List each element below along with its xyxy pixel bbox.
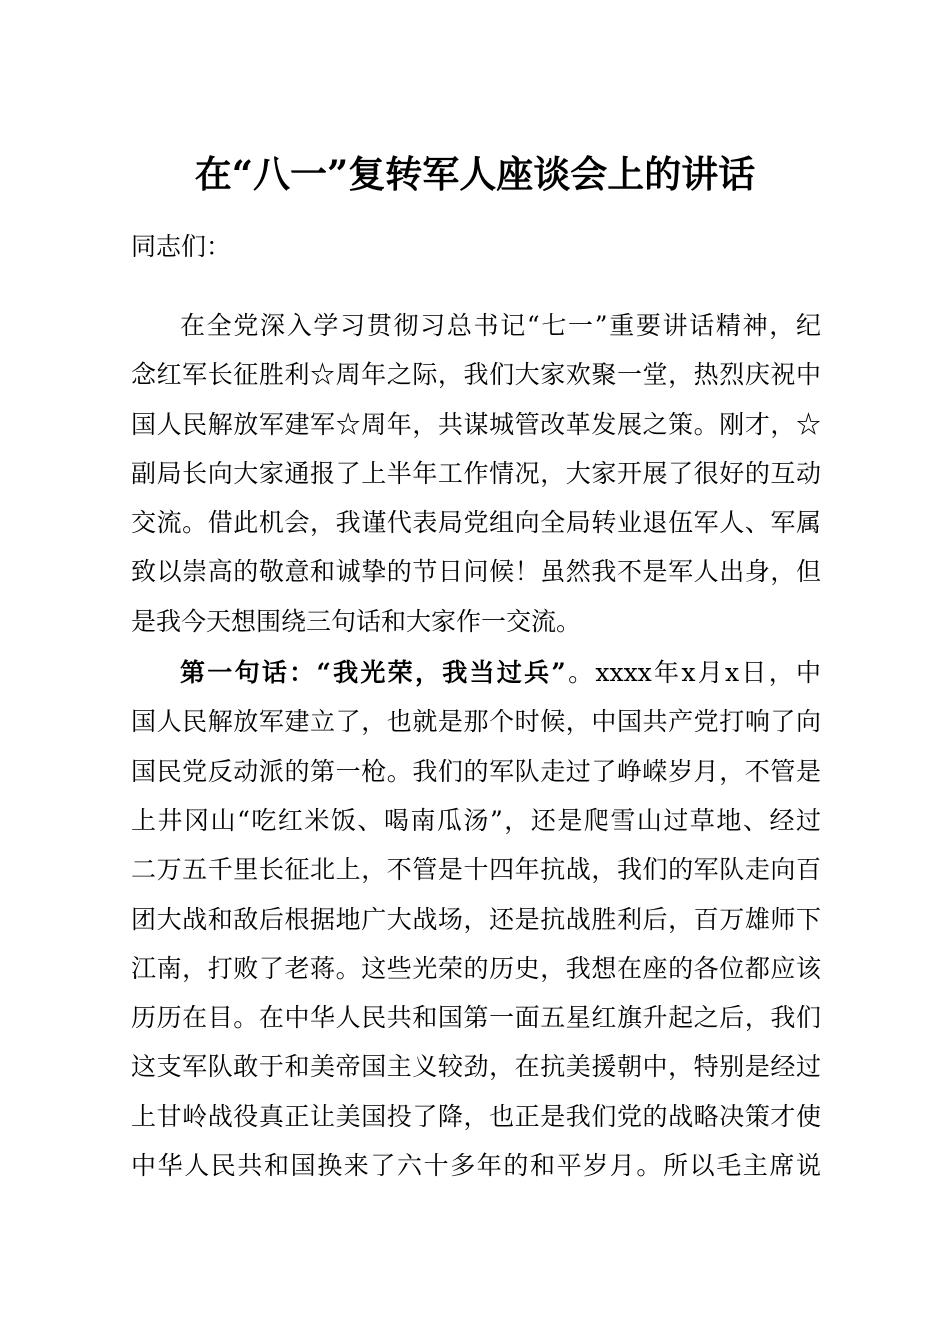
paragraph-line: 国民党反动派的第一枪。我们的军队走过了峥嵘岁月，不管是: [131, 757, 821, 786]
document-title: 在“八一”复转军人座谈会上的讲话: [194, 152, 756, 196]
paragraph-line: 上甘岭战役真正让美国投了降，也正是我们党的战略决策才使: [131, 1102, 821, 1131]
paragraph-line: 致以崇高的敬意和诚挚的节日问候！虽然我不是军人出身，但: [131, 557, 821, 586]
paragraph-line: 二万五千里长征北上，不管是十四年抗战，我们的军队走向百: [131, 855, 821, 884]
paragraph-line: 历历在目。在中华人民共和国第一面五星红旗升起之后，我们: [131, 1003, 821, 1032]
paragraph-line: 在全党深入学习贯彻习总书记“七一”重要讲话精神，纪: [180, 311, 821, 340]
paragraph-line: 国人民解放军建立了，也就是那个时候，中国共产党打响了向: [131, 707, 821, 736]
paragraph-line-rest: 。xxxx年x月x日，中: [565, 658, 821, 687]
paragraph-line: 中华人民共和国换来了六十多年的和平岁月。所以毛主席说: [131, 1151, 821, 1180]
salutation: 同志们：: [131, 232, 232, 261]
paragraph-first-line: [180, 648, 821, 697]
paragraph-line: 这支军队敢于和美帝国主义较劲，在抗美援朝中，特别是经过: [131, 1052, 821, 1081]
paragraph-line: 念红军长征胜利☆周年之际，我们大家欢聚一堂，热烈庆祝中: [131, 360, 821, 389]
paragraph-line: 团大战和敌后根据地广大战场，还是抗战胜利后，百万雄师下: [131, 905, 821, 934]
paragraph-line: 国人民解放军建军☆周年，共谋城管改革发展之策。刚才，☆: [131, 410, 821, 439]
paragraph-line: 是我今天想围绕三句话和大家作一交流。: [131, 607, 582, 636]
paragraph-line: 江南，打败了老蒋。这些光荣的历史，我想在座的各位都应该: [131, 954, 821, 983]
paragraph-line: 副局长向大家通报了上半年工作情况，大家开展了很好的互动: [131, 459, 821, 488]
paragraph-line: 交流。借此机会，我谨代表局党组向全局转业退伍军人、军属: [131, 508, 821, 537]
section-heading: 第一句话：“我光荣，我当过兵”: [180, 658, 566, 687]
paragraph-line: 上井冈山“吃红米饭、喝南瓜汤”，还是爬雪山过草地、经过: [131, 806, 821, 835]
